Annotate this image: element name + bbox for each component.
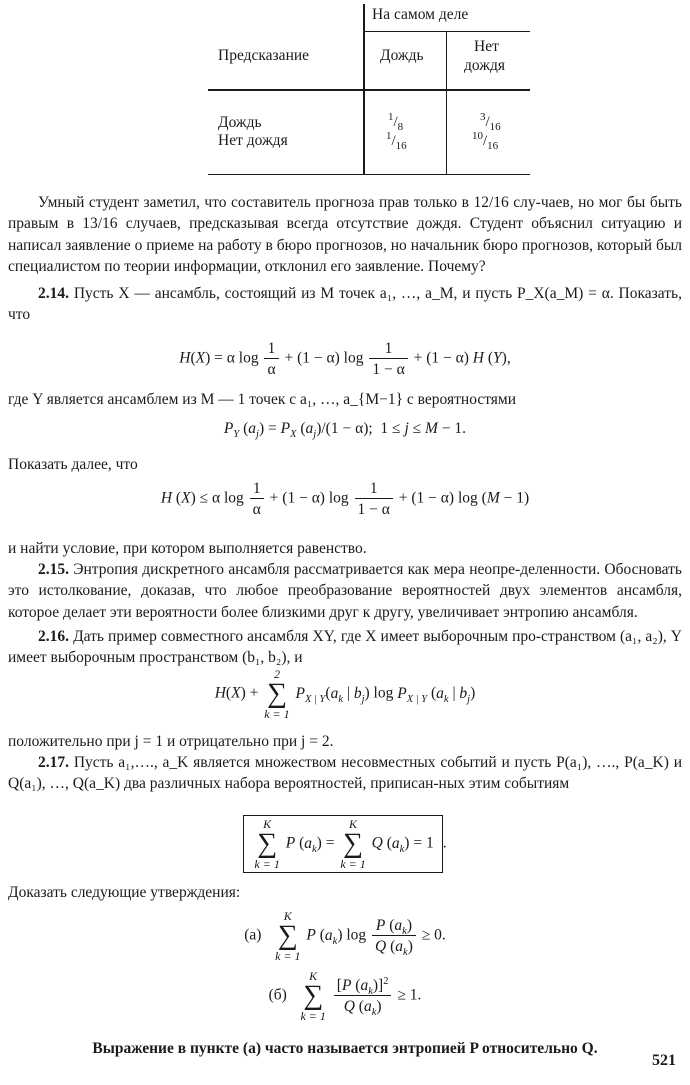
table-hline-bottom xyxy=(208,174,530,175)
table-row-rain: Дождь xyxy=(218,114,262,131)
paragraph-ensemble-y: где Y является ансамблем из M — 1 точек с a₁, …, a_{M−1} с вероятностями xyxy=(8,391,517,408)
problem-2-14: 2.14. Пусть X — ансамбль, состоящий из M точек a₁, …, a_M, и пусть P_X(a_M) = α. Показать, что xyxy=(8,285,682,324)
paragraph-show-further: Показать далее, что xyxy=(8,456,138,473)
closing-statement: Выражение в пункте (а) часто называется энтропией P относительно Q. xyxy=(92,1040,598,1057)
table-vline-inner xyxy=(446,32,447,174)
table-header-prediction: Предсказание xyxy=(218,47,310,64)
problem-number: 2.15. xyxy=(38,561,69,578)
paragraph-student: Умный студент заметил, что составитель прогноза прав только в 12/16 слу-чаев, но мог бы быть правым в 13/16 случаев, предсказывая всегда отсутствие дождя. Студент объяснил ситуацию и написал заявление о приеме на работу в бюро прогнозов, но начальник бюро прогнозов, который был специалистом по теории информации, отклонил его заявление. Почему? xyxy=(8,194,682,276)
formula-b: (б) K ∑ k = 1 $\frac{[P (a_k)]^2}{Q (a_k)}$ ≥ 1. xyxy=(268,969,422,1023)
cell-norain-rain: $^1/_{16}$ xyxy=(386,130,407,152)
table-hline-top xyxy=(363,31,530,32)
formula-a: (а) K ∑ k = 1 P $(a_k)$ log $\frac{P (a_k)}{Q (a_k)}$ ≥ 0. xyxy=(244,909,446,963)
paragraph-sign-condition: положительно при j = 1 и отрицательно при j = 2. xyxy=(8,733,334,750)
problem-2-16: 2.16. Дать пример совместного ансамбля XY, где X имеет выборочным про-странством (a₁, a₂), Y имеет выборочным пространством (b₁, b₂), и xyxy=(8,628,682,667)
problem-number: 2.14. xyxy=(38,285,69,302)
formula-conditional-entropy: H(X) + 2 ∑ k = 1 $P_{X | Y}(a_k$ | $b_j$) $\log P_{X | Y}$ ($a_k$ | $b_j$) xyxy=(214,667,476,721)
table-col-rain: Дождь xyxy=(380,47,424,64)
problem-2-17: 2.17. Пусть a₁,…., a_K является множеством несовместных событий и пусть P(a₁), …., P(a_K) и Q(a₁), …, Q(a_K) два различных набора вероятностей, приписан-ных этим событиям xyxy=(8,754,682,793)
formula-normalization: K ∑ k = 1 P $(a_k)$ = K ∑ k = 1 Q $(a_k) = 1$ . xyxy=(0,815,690,873)
table-col-norain-1: Нет xyxy=(474,38,499,55)
formula-py: $P_Y$ $(a_j) = P_X$ $(a_j)/(1 - \alpha)$; 1 ≤ j ≤ M − 1. xyxy=(223,420,467,441)
cell-norain-norain: $^{10}/_{16}$ xyxy=(472,130,499,152)
cell-rain-norain: $^3/_{16}$ xyxy=(480,111,501,133)
item-label-a: (а) xyxy=(244,926,262,944)
paragraph-prove: Доказать следующие утверждения: xyxy=(8,884,241,901)
table-header-actual: На самом деле xyxy=(372,6,469,23)
problem-2-15: 2.15. Энтропия дискретного ансамбля рассматривается как мера неопре-деленности. Обосновать это истолкование, доказав, что любое преобразование вероятностей двух элементов ансамбля, которое делает эти вероятности более близкими друг к другу, увеличивает энтропию ансамбля. xyxy=(8,561,682,621)
item-label-b: (б) xyxy=(268,986,287,1004)
fraction-12-16: 12/16 xyxy=(473,194,509,211)
problem-number: 2.17. xyxy=(38,754,69,771)
table-col-norain-2: дождя xyxy=(464,57,505,74)
formula-entropy-bound: H (X) ≤ α log $\frac{1}{\alpha}$ + (1 − α) log $\frac{1}{1 - \alpha}$ + (1 − α) log (M − 1) xyxy=(160,480,530,519)
page-number: 521 xyxy=(652,1052,676,1069)
fraction-13-16: 13/16 xyxy=(82,215,118,233)
table-hline-header xyxy=(208,89,530,91)
table-row-norain: Нет дождя xyxy=(218,132,288,149)
formula-entropy-decomposition: H(X) = α log $\frac{1}{\alpha}$ + (1 − α) log $\frac{1}{1 - \alpha}$ + (1 − α) H (Y), xyxy=(179,340,511,379)
paragraph-equality-condition: и найти условие, при котором выполняется равенство. xyxy=(8,540,367,557)
cell-rain-rain: $^1/_8$ xyxy=(388,111,404,133)
problem-number: 2.16. xyxy=(38,628,69,645)
